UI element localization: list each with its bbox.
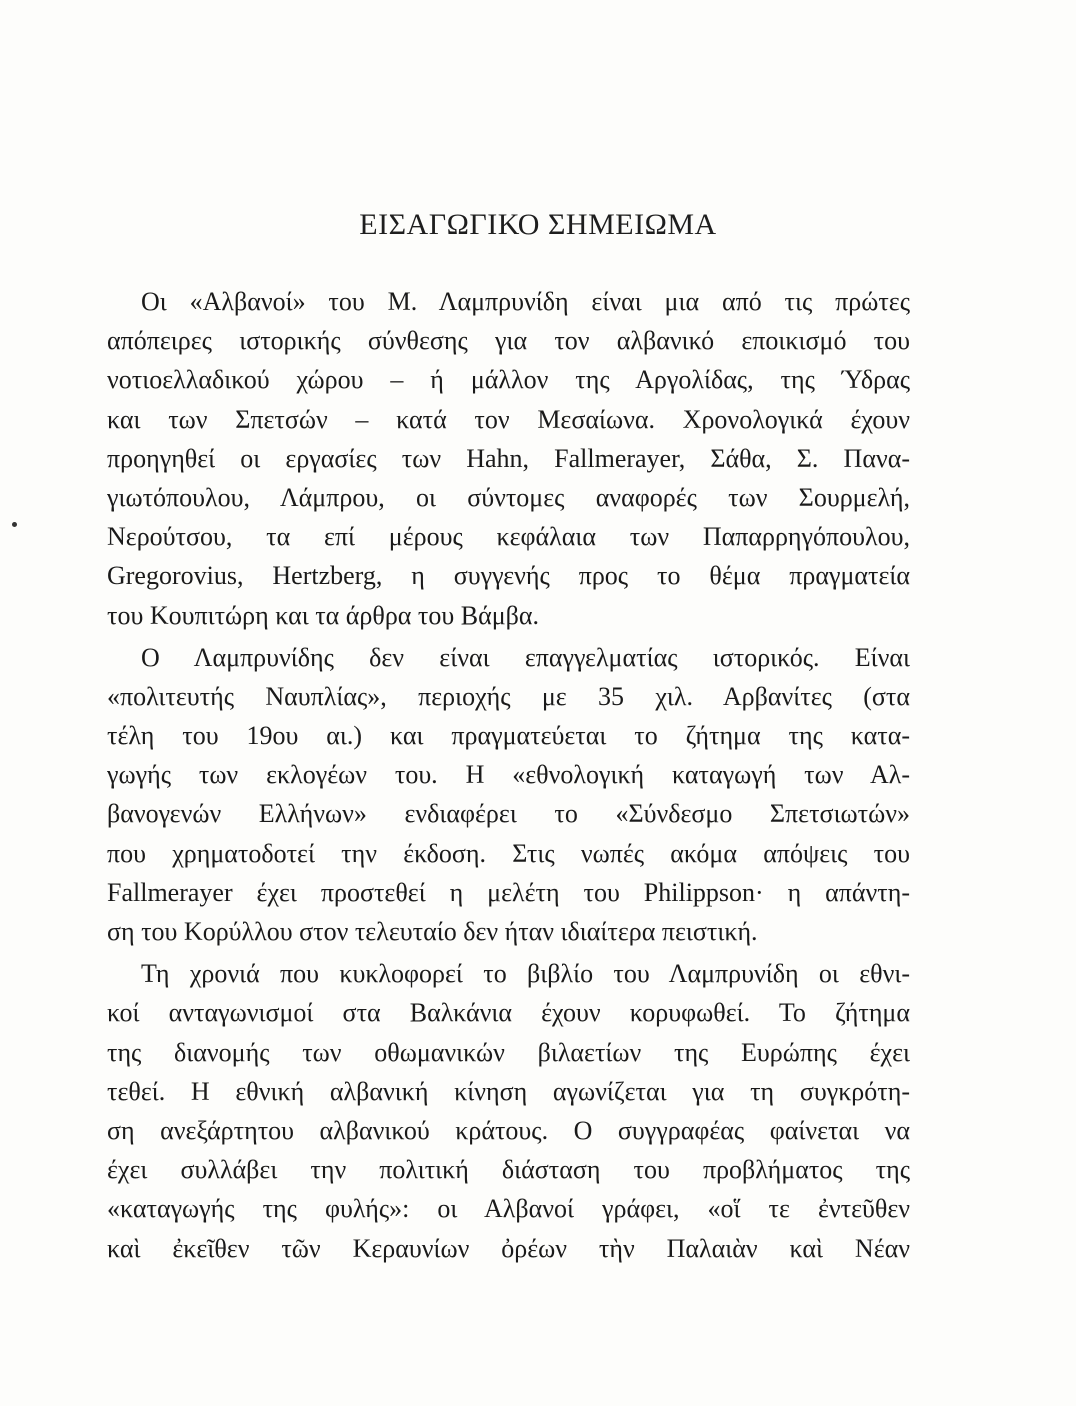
- text-line: τέλη του 19ου αι.) και πραγματεύεται το ζήτημα της κατα-: [107, 721, 910, 751]
- text-line: ση του Κορύλλου στον τελευταίο δεν ήταν ιδιαίτερα πειστική.: [107, 917, 758, 946]
- text-line: γωγής των εκλογέων του. Η «εθνολογική καταγωγή των Αλ-: [107, 760, 910, 790]
- text-line: «πολιτευτής Ναυπλίας», περιοχής με 35 χιλ. Αρβανίτες (στα: [107, 681, 910, 711]
- text-line: ση ανεξάρτητου αλβανικού κράτους. Ο συγγραφέας φαίνεται να: [107, 1115, 910, 1145]
- text-line: απόπειρες ιστορικής σύνθεσης για τον αλβανικό εποικισμό του: [107, 326, 910, 356]
- text-line: «καταγωγής της φυλής»: οι Αλβανοί γράφει, «οἵ τε ἐντεῦθεν: [107, 1194, 910, 1224]
- text-line: του Κουπιτώρη και τα άρθρα του Βάμβα.: [107, 600, 540, 630]
- text-line: Τη χρονιά που κυκλοφορεί το βιβλίο του Λαμπρυνίδη οι εθνι-: [141, 959, 910, 989]
- text-line: και των Σπετσών – κατά τον Μεσαίωνα. Χρονολογικά έχουν: [107, 404, 910, 434]
- text-line: Ο Λαμπρυνίδης δεν είναι επαγγελματίας ιστορικός. Είναι: [141, 642, 910, 672]
- text-line: Gregorovius, Hertzberg, η συγγενής προς το θέμα πραγματεία: [107, 561, 910, 591]
- text-line: που χρηματοδοτεί την έκδοση. Στις νωπές ακόμα απόψεις του: [107, 838, 910, 868]
- text-line: νοτιοελλαδικού χώρου – ή μάλλον της Αργολίδας, της Ύδρας: [107, 365, 910, 395]
- text-line: Οι «Αλβανοί» του Μ. Λαμπρυνίδη είναι μια από τις πρώτες: [141, 287, 910, 316]
- margin-dot: [12, 522, 17, 527]
- text-line: τεθεί. Η εθνική αλβανική κίνηση αγωνίζεται για τη συγκρότη-: [107, 1076, 910, 1106]
- text-line: έχει συλλάβει την πολιτική διάσταση του προβλήματος της: [107, 1155, 910, 1185]
- text-line: Νερούτσου, τα επί μέρους κεφάλαια των Παπαρρηγόπουλου,: [107, 522, 910, 552]
- text-line: προηγηθεί οι εργασίες των Hahn, Fallmerayer, Σάθα, Σ. Πανα-: [107, 443, 910, 473]
- text-line: γιωτόπουλου, Λάμπρου, οι σύντομες αναφορές των Σουρμελή,: [107, 482, 910, 512]
- body-text: [107, 282, 910, 1268]
- text-line: Fallmerayer έχει προστεθεί η μελέτη του Philippson· η απάντη-: [107, 877, 910, 907]
- paragraph-2: [107, 638, 910, 952]
- paragraph-3: [107, 954, 910, 1268]
- text-line: της διανομής των οθωμανικών βιλαετίων της Ευρώπης έχει: [107, 1037, 910, 1067]
- page-title: ΕΙΣΑΓΩΓΙΚΟ ΣΗΜΕΙΩΜΑ: [359, 208, 717, 241]
- text-line: κοί ανταγωνισμοί στα Βαλκάνια έχουν κορυφωθεί. Το ζήτημα: [107, 998, 910, 1028]
- paragraph-1: [107, 282, 910, 635]
- text-line: καὶ ἐκεῖθεν τῶν Κεραυνίων ὀρέων τὴν Παλαιὰν καὶ Νέαν: [107, 1233, 910, 1263]
- text-line: βανογενών Ελλήνων» ενδιαφέρει το «Σύνδεσμο Σπετσιωτών»: [107, 799, 910, 829]
